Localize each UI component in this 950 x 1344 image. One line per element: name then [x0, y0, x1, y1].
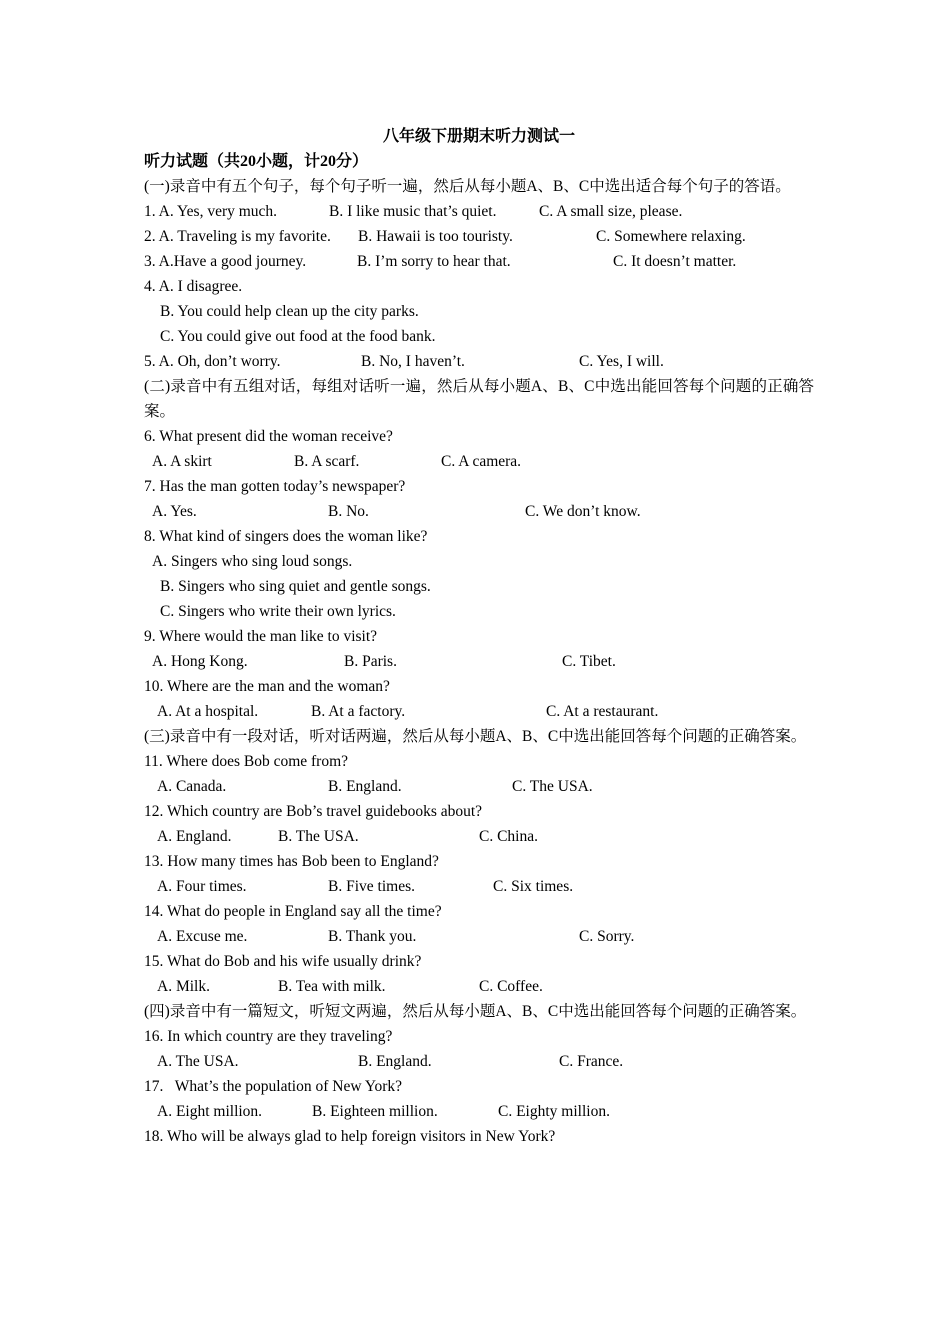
question-8-a: A. Singers who sing loud songs.	[152, 553, 353, 570]
question-8-c: C. Singers who write their own lyrics.	[160, 603, 396, 620]
option-a: A. Milk.	[157, 978, 210, 995]
question-11: 11. Where does Bob come from?	[144, 753, 349, 770]
question-13-options	[144, 874, 814, 899]
option-a: A. The USA.	[157, 1053, 239, 1070]
section2-instruction: (二)录音中有五组对话，每组对话听一遍，然后从每小题A、B、C中选出能回答每个问题的正确答案。	[144, 378, 814, 420]
question-8: 8. What kind of singers does the woman like?	[144, 528, 428, 545]
question-4-c: C. You could give out food at the food bank.	[160, 328, 436, 345]
question-3	[144, 249, 814, 274]
option-a: 1. A. Yes, very much.	[144, 203, 278, 220]
section4-instruction: (四)录音中有一篇短文，听短文两遍，然后从每小题A、B、C中选出能回答每个问题的正确答案。	[144, 1003, 807, 1020]
option-c: C. We don’t know.	[525, 503, 641, 520]
option-a: A. Hong Kong.	[152, 653, 248, 670]
question-15-options	[144, 974, 814, 999]
question-18: 18. Who will be always glad to help foreign visitors in New York?	[144, 1128, 556, 1145]
question-14-options	[144, 924, 814, 949]
option-b: B. Tea with milk.	[278, 978, 386, 995]
option-b: B. A scarf.	[294, 453, 360, 470]
question-7: 7. Has the man gotten today’s newspaper?	[144, 478, 406, 495]
question-16: 16. In which country are they traveling?	[144, 1028, 393, 1045]
question-9: 9. Where would the man like to visit?	[144, 628, 378, 645]
question-6: 6. What present did the woman receive?	[144, 428, 393, 445]
option-c: C. The USA.	[512, 778, 593, 795]
question-6-options	[144, 449, 814, 474]
question-8-b: B. Singers who sing quiet and gentle songs.	[160, 578, 431, 595]
question-10: 10. Where are the man and the woman?	[144, 678, 390, 695]
option-c: C. Yes, I will.	[579, 353, 664, 370]
option-b: B. I’m sorry to hear that.	[357, 253, 511, 270]
question-4-b: B. You could help clean up the city parks.	[160, 303, 419, 320]
option-a: A. A skirt	[152, 453, 212, 470]
question-4-a: 4. A. I disagree.	[144, 278, 243, 295]
option-b: B. No, I haven’t.	[361, 353, 465, 370]
question-12: 12. Which country are Bob’s travel guidebooks about?	[144, 803, 483, 820]
option-b: B. Hawaii is too touristy.	[358, 228, 513, 245]
option-c: C. At a restaurant.	[546, 703, 659, 720]
option-c: C. Somewhere relaxing.	[596, 228, 746, 245]
question-7-options	[144, 499, 814, 524]
option-c: C. Coffee.	[479, 978, 543, 995]
section3-instruction: (三)录音中有一段对话，听对话两遍，然后从每小题A、B、C中选出能回答每个问题的正确答案。	[144, 728, 807, 745]
option-c: C. France.	[559, 1053, 624, 1070]
option-c: C. A small size, please.	[539, 203, 683, 220]
option-b: B. Thank you.	[328, 928, 417, 945]
question-5	[144, 349, 814, 374]
option-a: 3. A.Have a good journey.	[144, 253, 307, 270]
option-c: C. Eighty million.	[498, 1103, 610, 1120]
option-c: C. Tibet.	[562, 653, 616, 670]
question-15: 15. What do Bob and his wife usually drink?	[144, 953, 422, 970]
option-a: 5. A. Oh, don’t worry.	[144, 353, 281, 370]
exam-page	[144, 124, 814, 1149]
option-b: B. England.	[358, 1053, 432, 1070]
option-b: B. No.	[328, 503, 369, 520]
option-c: C. Six times.	[493, 878, 574, 895]
question-16-options	[144, 1049, 814, 1074]
option-a: A. Canada.	[157, 778, 227, 795]
question-10-options	[144, 699, 814, 724]
option-c: C. A camera.	[441, 453, 522, 470]
option-a: A. At a hospital.	[157, 703, 259, 720]
option-a: A. Four times.	[157, 878, 247, 895]
option-a: 2. A. Traveling is my favorite.	[144, 228, 331, 245]
section-heading: 听力试题（共20小题，计20分）	[144, 153, 369, 170]
option-b: B. The USA.	[278, 828, 359, 845]
option-a: A. Excuse me.	[157, 928, 248, 945]
option-c: C. China.	[479, 828, 538, 845]
option-b: B. At a factory.	[311, 703, 406, 720]
option-b: B. England.	[328, 778, 402, 795]
option-a: A. Yes.	[152, 503, 197, 520]
option-b: B. I like music that’s quiet.	[329, 203, 497, 220]
option-b: B. Eighteen million.	[312, 1103, 438, 1120]
question-1	[144, 199, 814, 224]
option-b: B. Paris.	[344, 653, 397, 670]
question-12-options	[144, 824, 814, 849]
option-c: C. It doesn’t matter.	[613, 253, 737, 270]
question-11-options	[144, 774, 814, 799]
option-a: A. Eight million.	[157, 1103, 263, 1120]
option-a: A. England.	[157, 828, 232, 845]
question-17: 17. What’s the population of New York?	[144, 1078, 403, 1095]
question-13: 13. How many times has Bob been to England?	[144, 853, 439, 870]
question-14: 14. What do people in England say all the time?	[144, 903, 442, 920]
option-b: B. Five times.	[328, 878, 415, 895]
question-17-options	[144, 1099, 814, 1124]
question-9-options	[144, 649, 814, 674]
page-title: 八年级下册期末听力测试一	[382, 128, 575, 145]
option-c: C. Sorry.	[579, 928, 635, 945]
section1-instruction: (一)录音中有五个句子，每个句子听一遍，然后从每小题A、B、C中选出适合每个句子的答语。	[144, 178, 791, 195]
question-2	[144, 224, 814, 249]
